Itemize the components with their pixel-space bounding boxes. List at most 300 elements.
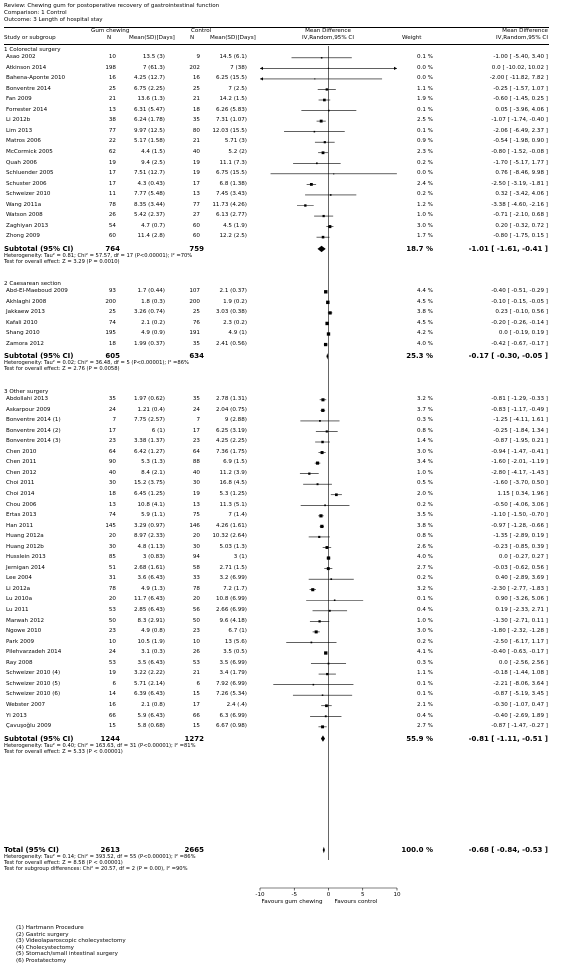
outcome-title: Outcome: 3 Length of hospital stay bbox=[4, 17, 103, 23]
md-ci: 0.19 [ -2.33, 2.71 ] bbox=[495, 607, 548, 613]
study-name: Asao 2002 bbox=[6, 54, 36, 60]
exp-mean-sd: 3.6 (6.43) bbox=[137, 575, 165, 582]
ctl-n: 40 bbox=[192, 148, 200, 155]
exp-n: 17 bbox=[108, 170, 116, 177]
point-estimate bbox=[335, 493, 338, 496]
weight: 3.4 % bbox=[417, 459, 433, 466]
exp-n: 51 bbox=[108, 564, 116, 571]
point-estimate bbox=[330, 194, 332, 196]
ctl-mean-sd: 10.8 (6.99) bbox=[215, 596, 247, 603]
ctl-n: 21 bbox=[192, 96, 200, 103]
study-name: Lim 2013 bbox=[6, 127, 33, 134]
study-name: Abdollahi 2013 bbox=[6, 396, 48, 402]
subtotal-ctl-n: 759 bbox=[189, 244, 204, 253]
ctl-mean-sd: 7.36 (1.75) bbox=[215, 448, 247, 455]
md-ci: -1.00 [ -5.40, 3.40 ] bbox=[493, 54, 548, 60]
md-ci: 0.40 [ -2.89, 3.69 ] bbox=[495, 575, 548, 582]
exp-n: 74 bbox=[108, 512, 116, 519]
point-estimate bbox=[326, 673, 328, 675]
ctl-n: 21 bbox=[192, 138, 200, 145]
weight: 1.2 % bbox=[417, 201, 433, 208]
ctl-mean-sd: 5.03 (1.3) bbox=[219, 543, 247, 550]
ctl-mean-sd: 10.32 (2.64) bbox=[212, 533, 247, 540]
ctl-n: 60 bbox=[192, 222, 200, 229]
exp-n: 38 bbox=[108, 117, 116, 124]
ctl-n: 75 bbox=[192, 512, 200, 519]
weight: 1.4 % bbox=[417, 438, 433, 445]
md-ci: -0.87 [ -5.19, 3.45 ] bbox=[493, 691, 548, 698]
point-estimate bbox=[311, 642, 313, 644]
study-name: Bonventre 2014 (2) bbox=[6, 427, 61, 434]
weight: 1.1 % bbox=[417, 670, 433, 677]
exp-mean-sd: 1.7 (0.44) bbox=[137, 288, 165, 294]
md-ci: 0.90 [ -3.26, 5.06 ] bbox=[495, 596, 548, 603]
exp-n: 200 bbox=[105, 298, 116, 305]
exp-n: 90 bbox=[108, 459, 116, 466]
point-estimate bbox=[320, 120, 323, 123]
point-estimate bbox=[321, 57, 323, 59]
md-ci: -1.80 [ -2.32, -1.28 ] bbox=[491, 628, 548, 635]
study-name: Fan 2009 bbox=[6, 96, 32, 103]
md-ci: -0.83 [ -1.17, -0.49 ] bbox=[491, 406, 548, 413]
col-md-1: Mean Difference bbox=[305, 28, 351, 34]
weight: 3.7 % bbox=[417, 406, 433, 413]
weight: 3.8 % bbox=[417, 309, 433, 316]
exp-mean-sd: 3.38 (1.37) bbox=[133, 438, 165, 445]
ctl-n: 40 bbox=[192, 469, 200, 476]
ctl-n: 53 bbox=[192, 659, 200, 666]
study-name: Wang 2011a bbox=[6, 201, 42, 208]
study-name: Chen 2010 bbox=[6, 448, 37, 455]
subtotal-md-ci: -0.17 [ -0.30, -0.05 ] bbox=[468, 352, 548, 361]
exp-mean-sd: 4.9 (0.9) bbox=[141, 330, 165, 337]
ctl-mean-sd: 4.9 (1) bbox=[228, 330, 247, 337]
point-estimate bbox=[316, 162, 318, 164]
subtotal-weight: 55.9 % bbox=[406, 734, 433, 743]
exp-n: 16 bbox=[108, 75, 116, 82]
point-estimate bbox=[325, 715, 327, 717]
ctl-mean-sd: 4.25 (2.25) bbox=[215, 438, 247, 445]
exp-n: 198 bbox=[105, 64, 116, 71]
exp-n: 62 bbox=[108, 148, 116, 155]
footnote: (6) Prostatectomy bbox=[16, 958, 67, 964]
weight: 3.8 % bbox=[417, 522, 433, 529]
study-name: Zaghiyan 2013 bbox=[6, 222, 49, 229]
weight: 0.1 % bbox=[417, 680, 433, 687]
md-ci: -1.30 [ -2.71, 0.11 ] bbox=[493, 617, 548, 624]
study-name: Ray 2008 bbox=[6, 659, 33, 666]
study-name: Schweizer 2010 (6) bbox=[6, 691, 61, 698]
subtotal-label: Subtotal (95% CI) bbox=[4, 352, 74, 361]
ctl-n: 9 bbox=[196, 54, 200, 60]
exp-mean-sd: 4.9 (1.3) bbox=[141, 585, 165, 592]
exp-n: 64 bbox=[108, 448, 116, 455]
ctl-mean-sd: 7.92 (6.99) bbox=[215, 680, 247, 687]
exp-n: 10 bbox=[108, 54, 116, 60]
comparison-title: Comparison: 1 Control bbox=[4, 10, 67, 16]
md-ci: -0.81 [ -1.29, -0.33 ] bbox=[491, 396, 548, 402]
ctl-n: 19 bbox=[192, 490, 200, 497]
study-name: Abd-El-Maeboud 2009 bbox=[6, 288, 68, 294]
study-name: Choi 2011 bbox=[6, 480, 35, 487]
weight: 4.2 % bbox=[417, 330, 433, 337]
weight: 2.6 % bbox=[417, 543, 433, 550]
weight: 4.4 % bbox=[417, 288, 433, 294]
ctl-mean-sd: 2.66 (6.99) bbox=[215, 607, 247, 613]
weight: 4.5 % bbox=[417, 298, 433, 305]
weight: 0.2 % bbox=[417, 191, 433, 198]
study-name: Shang 2010 bbox=[6, 330, 40, 337]
study-name: Schweizer 2010 (4) bbox=[6, 670, 61, 677]
ctl-mean-sd: 9 (2.88) bbox=[224, 417, 247, 424]
ctl-n: 13 bbox=[192, 191, 200, 198]
exp-mean-sd: 9.4 (2.5) bbox=[141, 159, 165, 166]
study-name: Husslein 2013 bbox=[6, 554, 46, 561]
ctl-n: 26 bbox=[192, 649, 200, 656]
subgroup-title: 3 Other surgery bbox=[4, 389, 49, 395]
subtotal-exp-n: 1244 bbox=[100, 734, 120, 743]
ctl-n: 20 bbox=[192, 596, 200, 603]
exp-mean-sd: 7 (61.3) bbox=[142, 64, 165, 71]
exp-mean-sd: 10.5 (1.9) bbox=[137, 638, 165, 645]
ctl-n: 19 bbox=[192, 159, 200, 166]
ctl-mean-sd: 2.4 (.4) bbox=[226, 701, 247, 708]
exp-mean-sd: 2.68 (1.61) bbox=[133, 564, 165, 571]
exp-mean-sd: 3.29 (0.97) bbox=[133, 522, 165, 529]
point-estimate bbox=[313, 684, 315, 686]
x-tick-label: -5 bbox=[291, 892, 298, 898]
weight: 0.2 % bbox=[417, 638, 433, 645]
total-ctl-n: 2665 bbox=[184, 846, 204, 854]
exp-mean-sd: 3.22 (2.22) bbox=[133, 670, 165, 677]
ctl-n: 6 bbox=[196, 680, 200, 687]
exp-n: 23 bbox=[108, 438, 116, 445]
pooled-diamond bbox=[317, 246, 325, 252]
total-heterogeneity: Heterogeneity: Tau² = 0.14; Chi² = 393.52, df = 55 (P<0.00001); I² =86% bbox=[4, 854, 196, 860]
ctl-n: 25 bbox=[192, 309, 200, 316]
weight: 2.4 % bbox=[417, 180, 433, 187]
ctl-n: 50 bbox=[192, 617, 200, 624]
exp-n: 30 bbox=[108, 480, 116, 487]
point-estimate bbox=[322, 694, 324, 696]
md-ci: 1.15 [ 0.34, 1.96 ] bbox=[497, 490, 548, 497]
exp-n: 50 bbox=[108, 617, 116, 624]
weight: 2.1 % bbox=[417, 701, 433, 708]
exp-n: 6 bbox=[112, 680, 116, 687]
md-ci: -0.87 [ -1.47, -0.27 ] bbox=[491, 723, 548, 730]
weight: 2.7 % bbox=[417, 723, 433, 730]
col-md-2: IV,Random,95% CI bbox=[302, 35, 354, 41]
exp-mean-sd: 4.7 (0.7) bbox=[141, 222, 165, 229]
ctl-mean-sd: 2.1 (0.37) bbox=[219, 288, 247, 294]
exp-mean-sd: 8.35 (3.44) bbox=[133, 201, 165, 208]
point-estimate bbox=[322, 151, 325, 154]
exp-n: 18 bbox=[108, 340, 116, 347]
ci-arrow bbox=[260, 67, 263, 70]
exp-mean-sd: 6.45 (1.25) bbox=[133, 490, 165, 497]
study-name: Bahena-Aponte 2010 bbox=[6, 75, 66, 82]
ctl-mean-sd: 7.45 (3.43) bbox=[215, 191, 247, 198]
col-exp-msd: Mean(SD)[Days] bbox=[129, 35, 175, 41]
ctl-mean-sd: 4.5 (1.9) bbox=[223, 222, 247, 229]
ctl-mean-sd: 11.73 (4.26) bbox=[212, 201, 247, 208]
exp-mean-sd: 4.3 (0.43) bbox=[137, 180, 165, 187]
subgroup-differences: Test for subgroup differences: Chi² = 20.57, df = 2 (P = 0.00), I² =90% bbox=[4, 866, 188, 872]
point-estimate bbox=[314, 78, 315, 79]
total-md-ci: -0.68 [ -0.84, -0.53 ] bbox=[468, 846, 548, 854]
ctl-n: 27 bbox=[192, 212, 200, 219]
study-name: Marwah 2012 bbox=[6, 617, 45, 624]
exp-n: 20 bbox=[108, 596, 116, 603]
point-estimate bbox=[321, 725, 324, 728]
md-ci: -1.10 [ -1.50, -0.70 ] bbox=[491, 512, 548, 519]
exp-mean-sd: 3.1 (0.3) bbox=[141, 649, 165, 656]
exp-mean-sd: 8.97 (2.33) bbox=[133, 533, 165, 540]
col-md-3: Mean Difference bbox=[502, 28, 548, 34]
exp-mean-sd: 2.1 (0.8) bbox=[141, 701, 165, 708]
weight: 0.2 % bbox=[417, 575, 433, 582]
exp-mean-sd: 7.75 (2.57) bbox=[133, 417, 165, 424]
study-name: Askarpour 2009 bbox=[6, 406, 51, 413]
ctl-n: 88 bbox=[192, 459, 200, 466]
exp-n: 74 bbox=[108, 319, 116, 326]
weight: 4.0 % bbox=[417, 340, 433, 347]
study-name: Ertas 2013 bbox=[6, 512, 37, 519]
point-estimate bbox=[308, 473, 310, 475]
ctl-n: 94 bbox=[192, 554, 200, 561]
study-name: Jernigan 2014 bbox=[6, 564, 45, 571]
md-ci: -0.80 [ -1.75, 0.15 ] bbox=[493, 233, 548, 240]
ctl-mean-sd: 3.5 (6.99) bbox=[219, 659, 247, 666]
study-name: Chou 2006 bbox=[6, 501, 37, 508]
ctl-mean-sd: 6.9 (1.5) bbox=[223, 459, 247, 466]
point-estimate bbox=[310, 183, 313, 186]
exp-n: 78 bbox=[108, 585, 116, 592]
ctl-n: 15 bbox=[192, 691, 200, 698]
md-ci: 0.32 [ -3.42, 4.06 ] bbox=[495, 191, 548, 198]
weight: 4.5 % bbox=[417, 319, 433, 326]
study-name: Akhlaghi 2008 bbox=[6, 298, 47, 305]
md-ci: -0.94 [ -1.47, -0.41 ] bbox=[491, 448, 548, 455]
study-name: Chen 2012 bbox=[6, 469, 37, 476]
weight: 0.3 % bbox=[417, 659, 433, 666]
weight: 1.9 % bbox=[417, 96, 433, 103]
exp-n: 53 bbox=[108, 607, 116, 613]
exp-n: 19 bbox=[108, 670, 116, 677]
exp-n: 66 bbox=[108, 712, 116, 719]
point-estimate bbox=[324, 651, 327, 654]
ctl-n: 30 bbox=[192, 480, 200, 487]
ctl-n: 146 bbox=[189, 522, 200, 529]
heterogeneity: Heterogeneity: Tau² = 0.40; Chi² = 163.63, df = 31 (P<0.00001); I² =81% bbox=[4, 742, 196, 749]
exp-n: 21 bbox=[108, 96, 116, 103]
weight: 0.0 % bbox=[417, 64, 433, 71]
exp-n: 31 bbox=[108, 575, 116, 582]
ctl-n: 10 bbox=[192, 638, 200, 645]
ctl-n: 20 bbox=[192, 533, 200, 540]
point-estimate bbox=[324, 141, 326, 143]
ctl-mean-sd: 5.3 (1.25) bbox=[219, 490, 247, 497]
md-ci: 0.0 [ -0.27, 0.27 ] bbox=[498, 554, 548, 561]
exp-mean-sd: 3.26 (0.74) bbox=[133, 309, 165, 316]
md-ci: -0.54 [ -1.98, 0.90 ] bbox=[493, 138, 548, 145]
md-ci: 0.23 [ -0.10, 0.56 ] bbox=[495, 309, 548, 316]
study-name: Lu 2010a bbox=[6, 596, 33, 603]
exp-mean-sd: 13.6 (1.3) bbox=[137, 96, 165, 103]
point-estimate bbox=[317, 483, 319, 485]
weight: 3.5 % bbox=[417, 512, 433, 519]
ctl-n: 60 bbox=[192, 233, 200, 240]
exp-mean-sd: 3 (0.83) bbox=[142, 554, 165, 561]
study-name: Ngowe 2010 bbox=[6, 628, 42, 635]
ctl-mean-sd: 6.26 (5.83) bbox=[215, 106, 247, 113]
exp-mean-sd: 7.51 (12.7) bbox=[133, 170, 165, 177]
exp-n: 195 bbox=[105, 330, 116, 337]
ctl-mean-sd: 7 (38) bbox=[230, 64, 247, 71]
exp-n: 22 bbox=[108, 138, 116, 145]
footnote: (4) Cholecystectomy bbox=[16, 944, 74, 951]
md-ci: 0.76 [ -8.46, 9.98 ] bbox=[495, 170, 548, 177]
exp-n: 35 bbox=[108, 396, 116, 402]
exp-n: 13 bbox=[108, 106, 116, 113]
point-estimate bbox=[316, 462, 319, 465]
col-study: Study or subgroup bbox=[4, 35, 56, 41]
md-ci: -0.20 [ -0.26, -0.14 ] bbox=[491, 319, 548, 326]
ctl-mean-sd: 7.31 (1.07) bbox=[215, 117, 247, 124]
weight: 1.7 % bbox=[417, 233, 433, 240]
ctl-n: 78 bbox=[192, 585, 200, 592]
point-estimate bbox=[319, 514, 322, 517]
ctl-n: 35 bbox=[192, 340, 200, 347]
study-name: Zhong 2009 bbox=[6, 233, 40, 240]
ci-arrow bbox=[260, 77, 263, 80]
weight: 2.3 % bbox=[417, 148, 433, 155]
study-name: Li 2012a bbox=[6, 585, 31, 592]
ctl-mean-sd: 1.9 (0.2) bbox=[223, 298, 247, 305]
study-name: Bonventre 2014 (3) bbox=[6, 438, 61, 445]
ctl-n: 66 bbox=[192, 712, 200, 719]
exp-mean-sd: 1.21 (0.4) bbox=[137, 406, 165, 413]
md-ci: -1.60 [ -2.01, -1.19 ] bbox=[491, 459, 548, 466]
exp-mean-sd: 6 (1) bbox=[151, 427, 165, 434]
subtotal-weight: 25.3 % bbox=[406, 352, 433, 361]
col-ctl-msd: Mean(SD)[Days] bbox=[210, 35, 256, 41]
ctl-mean-sd: 6.3 (6.99) bbox=[219, 712, 247, 719]
point-estimate bbox=[320, 525, 323, 528]
point-estimate bbox=[325, 704, 328, 707]
ctl-n: 80 bbox=[192, 127, 200, 134]
total-label: Total (95% CI) bbox=[4, 846, 59, 854]
weight: 0.1 % bbox=[417, 54, 433, 60]
ctl-mean-sd: 16.8 (4.5) bbox=[219, 480, 247, 487]
study-name: Schweizer 2010 bbox=[6, 191, 51, 198]
ctl-mean-sd: 6.75 (15.5) bbox=[215, 170, 247, 177]
study-name: Çavuşoğlu 2009 bbox=[6, 723, 52, 730]
ctl-mean-sd: 5.2 (2) bbox=[228, 148, 247, 155]
exp-n: 24 bbox=[108, 649, 116, 656]
col-ctl-n: N bbox=[190, 35, 195, 41]
ctl-mean-sd: 9.6 (4.18) bbox=[219, 617, 247, 624]
point-estimate bbox=[314, 131, 316, 133]
ctl-mean-sd: 11.2 (3.9) bbox=[219, 469, 247, 476]
weight: 1.0 % bbox=[417, 469, 433, 476]
ctl-mean-sd: 3.5 (0.5) bbox=[223, 649, 247, 656]
point-estimate bbox=[326, 430, 328, 432]
study-name: Lee 2004 bbox=[6, 575, 32, 582]
exp-mean-sd: 4.8 (1.13) bbox=[137, 543, 165, 550]
weight: 3.2 % bbox=[417, 585, 433, 592]
exp-mean-sd: 6.39 (6.43) bbox=[133, 691, 165, 698]
exp-mean-sd: 4.4 (1.5) bbox=[141, 148, 165, 155]
study-name: Matros 2006 bbox=[6, 138, 41, 145]
weight: 0.3 % bbox=[417, 417, 433, 424]
subtotal-md-ci: -0.81 [ -1.11, -0.51 ] bbox=[468, 734, 548, 743]
exp-n: 54 bbox=[108, 222, 116, 229]
weight: 0.2 % bbox=[417, 159, 433, 166]
heterogeneity: Heterogeneity: Tau² = 0.02; Chi² = 36.48, df = 5 (P<0.00001); I² =86% bbox=[4, 360, 189, 367]
ctl-n: 23 bbox=[192, 628, 200, 635]
exp-mean-sd: 9.97 (12.5) bbox=[133, 127, 165, 134]
ctl-mean-sd: 5.71 (3) bbox=[224, 138, 247, 145]
ctl-mean-sd: 3.2 (6.99) bbox=[219, 575, 247, 582]
ctl-mean-sd: 2.71 (1.5) bbox=[219, 564, 247, 571]
ctl-mean-sd: 14.5 (6.1) bbox=[219, 54, 247, 60]
subtotal-label: Subtotal (95% CI) bbox=[4, 244, 74, 253]
ctl-mean-sd: 6.67 (0.98) bbox=[215, 723, 247, 730]
md-ci: -0.03 [ -0.62, 0.56 ] bbox=[493, 564, 548, 571]
exp-mean-sd: 4.25 (12.7) bbox=[133, 75, 165, 82]
weight: 2.5 % bbox=[417, 117, 433, 124]
exp-n: 60 bbox=[108, 233, 116, 240]
study-name: Lu 2011 bbox=[6, 607, 29, 613]
md-ci: -0.87 [ -1.95, 0.21 ] bbox=[493, 438, 548, 445]
point-estimate bbox=[329, 610, 331, 612]
md-ci: -0.40 [ -2.69, 1.89 ] bbox=[493, 712, 548, 719]
ctl-n: 16 bbox=[192, 75, 200, 82]
ctl-mean-sd: 2.3 (0.2) bbox=[223, 319, 247, 326]
heterogeneity: Heterogeneity: Tau² = 0.81; Chi² = 57.57, df = 17 (P<0.00001); I² =70% bbox=[4, 252, 193, 259]
exp-n: 53 bbox=[108, 659, 116, 666]
point-estimate bbox=[330, 578, 332, 580]
weight: 3.0 % bbox=[417, 628, 433, 635]
total-exp-n: 2613 bbox=[100, 846, 120, 854]
exp-mean-sd: 4.9 (0.8) bbox=[141, 628, 165, 635]
ctl-n: 17 bbox=[192, 701, 200, 708]
exp-n: 23 bbox=[108, 628, 116, 635]
study-name: Schweizer 2010 (5) bbox=[6, 680, 61, 687]
exp-mean-sd: 1.99 (0.37) bbox=[133, 340, 165, 347]
ctl-mean-sd: 13 (5.6) bbox=[224, 638, 247, 645]
weight: 4.1 % bbox=[417, 649, 433, 656]
subtotal-weight: 18.7 % bbox=[406, 244, 433, 253]
md-ci: 0.0 [ -0.19, 0.19 ] bbox=[498, 330, 548, 337]
overall-effect: Test for overall effect: Z = 3.29 (P = 0.0010) bbox=[4, 258, 120, 265]
md-ci: -1.70 [ -5.17, 1.77 ] bbox=[493, 159, 548, 166]
exp-mean-sd: 5.17 (1.58) bbox=[133, 138, 165, 145]
md-ci: -0.40 [ -0.51, -0.29 ] bbox=[491, 288, 548, 294]
exp-mean-sd: 6.42 (1.27) bbox=[133, 448, 165, 455]
ctl-n: 76 bbox=[192, 319, 200, 326]
exp-n: 85 bbox=[108, 554, 116, 561]
weight: 0.8 % bbox=[417, 427, 433, 434]
exp-n: 40 bbox=[108, 469, 116, 476]
exp-n: 145 bbox=[105, 522, 116, 529]
exp-n: 30 bbox=[108, 543, 116, 550]
exp-n: 15 bbox=[108, 723, 116, 730]
exp-mean-sd: 11.7 (6.43) bbox=[133, 596, 165, 603]
study-name: Park 2009 bbox=[6, 638, 35, 645]
study-name: Huang 2012a bbox=[6, 533, 44, 540]
